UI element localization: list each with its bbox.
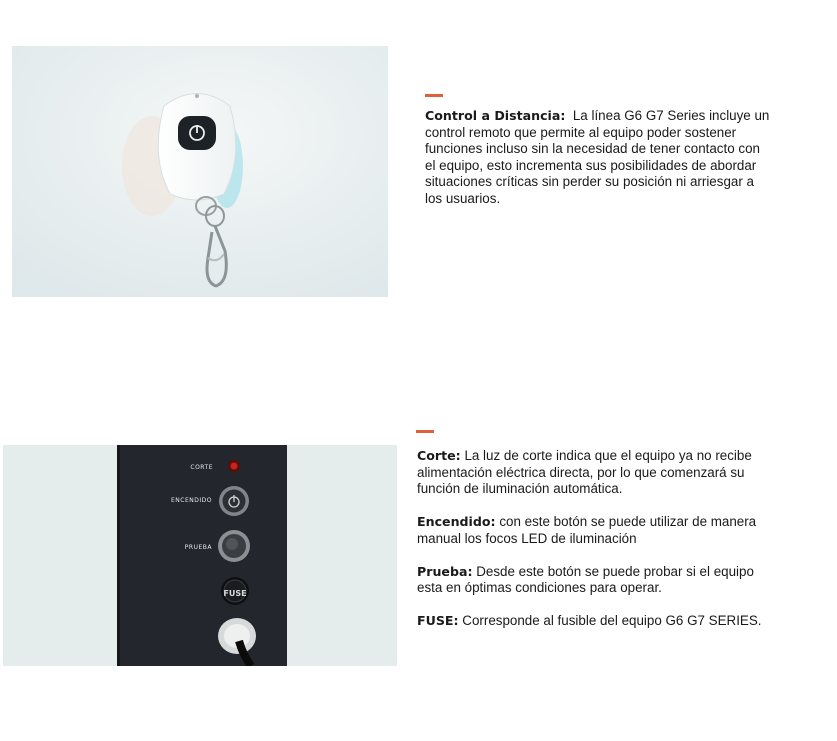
prueba-label: PRUEBA (184, 544, 212, 551)
fuse-label: FUSE (223, 589, 247, 598)
control-panel-illustration (3, 445, 397, 666)
fuse-paragraph (417, 613, 767, 630)
accent-line (416, 430, 434, 433)
item-body: Desde este botón se puede probar si el equipo esta en óptimas condiciones para operar. (417, 563, 754, 595)
item-body: Corresponde al fusible del equipo G6 G7 SERIES. (462, 613, 762, 628)
section-title: Control a Distancia: (425, 108, 566, 123)
item-body: La luz de corte indica que el equipo ya no recibe alimentación eléctrica directa, por lo que comenzará su función de iluminación automática. (417, 448, 752, 496)
item-body: con este botón se puede utilizar de manera manual los focos LED de iluminación (417, 514, 757, 546)
corte-paragraph (417, 448, 767, 498)
accent-line (425, 94, 443, 97)
remote-control-photo (12, 46, 388, 297)
control-panel-description (417, 448, 767, 646)
remote-control-illustration (12, 46, 388, 297)
corte-label: CORTE (190, 464, 213, 471)
item-title: Encendido: (417, 514, 496, 529)
remote-control-description (425, 108, 770, 224)
prueba-paragraph (417, 564, 767, 597)
encendido-paragraph (417, 514, 767, 547)
control-panel-photo (3, 445, 397, 666)
item-title: Corte: (417, 448, 461, 463)
section-body: La línea G6 G7 Series incluye un control remoto que permite al equipo poder sostener funciones incluso sin la necesidad de tener contacto con el equipo, esto incrementa sus posibilidades de abordar situaciones críticas sin perder su posición ni arriesgar a los usuarios. (425, 108, 770, 206)
item-title: FUSE: (417, 613, 459, 628)
item-title: Prueba: (417, 563, 473, 579)
encendido-label: ENCENDIDO (171, 497, 212, 504)
